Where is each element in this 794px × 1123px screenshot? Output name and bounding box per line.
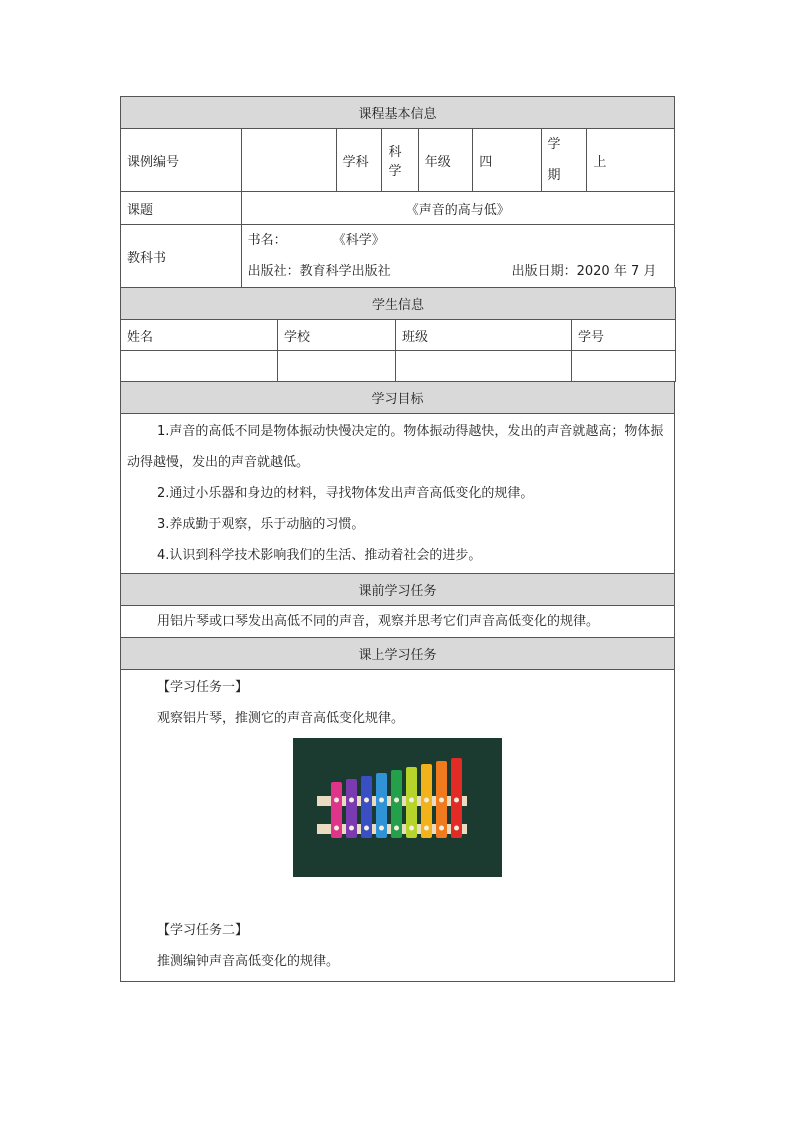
xylophone-peg xyxy=(424,826,429,831)
goal-item-1: 1.声音的高低不同是物体振动快慢决定的。物体振动得越快，发出的声音就越高；物体振动得越慢，发出的声音就越低。 xyxy=(127,424,664,470)
class-value xyxy=(396,351,572,382)
goals-body xyxy=(121,414,675,574)
goal-item-4: 4.认识到科学技术影响我们的生活、推动着社会的进步。 xyxy=(157,548,482,563)
pre-task-paragraph: 用铝片琴或口琴发出高低不同的声音，观察并思考它们声音高低变化的规律。 xyxy=(157,614,600,629)
student-info-table xyxy=(120,287,676,382)
xylophone-peg xyxy=(439,798,444,803)
xylophone-peg xyxy=(334,798,339,803)
book-name-value: 《科学》 xyxy=(332,233,385,248)
topic-value: 《声音的高与低》 xyxy=(241,192,674,225)
subject-value: 科学 xyxy=(382,129,418,192)
pre-task-text xyxy=(121,606,675,638)
class-label: 班级 xyxy=(396,320,572,351)
xylophone-peg xyxy=(454,826,459,831)
xylophone-peg xyxy=(349,826,354,831)
task1-text: 观察铝片琴，推测它的声音高低变化规律。 xyxy=(157,711,405,726)
task2-text: 推测编钟声音高低变化的规律。 xyxy=(157,954,340,969)
id-label: 学号 xyxy=(572,320,676,351)
name-value xyxy=(121,351,278,382)
xylophone-peg xyxy=(394,826,399,831)
xylophone-peg xyxy=(409,826,414,831)
xylophone-image xyxy=(293,738,502,877)
book-name-label: 书名： xyxy=(247,233,287,248)
task1-title: 【学习任务一】 xyxy=(157,680,249,695)
xylophone-peg xyxy=(439,826,444,831)
xylophone-peg xyxy=(424,798,429,803)
xylophone-peg xyxy=(409,798,414,803)
textbook-info xyxy=(241,225,674,288)
name-label: 姓名 xyxy=(121,320,278,351)
pre-task-header: 课前学习任务 xyxy=(121,574,675,606)
topic-label: 课题 xyxy=(121,192,242,225)
subject-label: 学科 xyxy=(336,129,382,192)
class-task-body xyxy=(121,670,675,982)
goal-item-3: 3.养成勤于观察，乐于动脑的习惯。 xyxy=(157,517,365,532)
xylophone-peg xyxy=(379,826,384,831)
case-no-value xyxy=(241,129,336,192)
task2-title: 【学习任务二】 xyxy=(157,923,249,938)
student-info-header: 学生信息 xyxy=(121,288,676,320)
xylophone-peg xyxy=(454,798,459,803)
xylophone-peg xyxy=(334,826,339,831)
case-no-label: 课例编号 xyxy=(121,129,242,192)
xylophone-photo xyxy=(121,734,674,877)
term-label-line2: 期 xyxy=(547,168,561,183)
textbook-label: 教科书 xyxy=(121,225,242,288)
basic-info-header: 课程基本信息 xyxy=(121,97,675,129)
xylophone-peg xyxy=(349,798,354,803)
xylophone-peg xyxy=(364,826,369,831)
publish-date: 出版日期：2020 年 7 月 xyxy=(511,264,657,279)
class-task-header: 课上学习任务 xyxy=(121,638,675,670)
school-label: 学校 xyxy=(278,320,396,351)
term-value: 上 xyxy=(587,129,675,192)
grade-value: 四 xyxy=(473,129,541,192)
grade-label: 年级 xyxy=(418,129,472,192)
xylophone-peg xyxy=(364,798,369,803)
publisher: 出版社：教育科学出版社 xyxy=(247,264,391,279)
lesson-form xyxy=(120,96,675,982)
goal-item-2: 2.通过小乐器和身边的材料，寻找物体发出声音高低变化的规律。 xyxy=(157,486,534,501)
term-label-line1: 学 xyxy=(547,137,561,152)
term-label xyxy=(541,129,587,192)
xylophone-peg xyxy=(394,798,399,803)
id-value xyxy=(572,351,676,382)
basic-info-table xyxy=(120,96,675,288)
xylophone-peg xyxy=(379,798,384,803)
school-value xyxy=(278,351,396,382)
learning-table xyxy=(120,381,675,982)
goals-header: 学习目标 xyxy=(121,382,675,414)
